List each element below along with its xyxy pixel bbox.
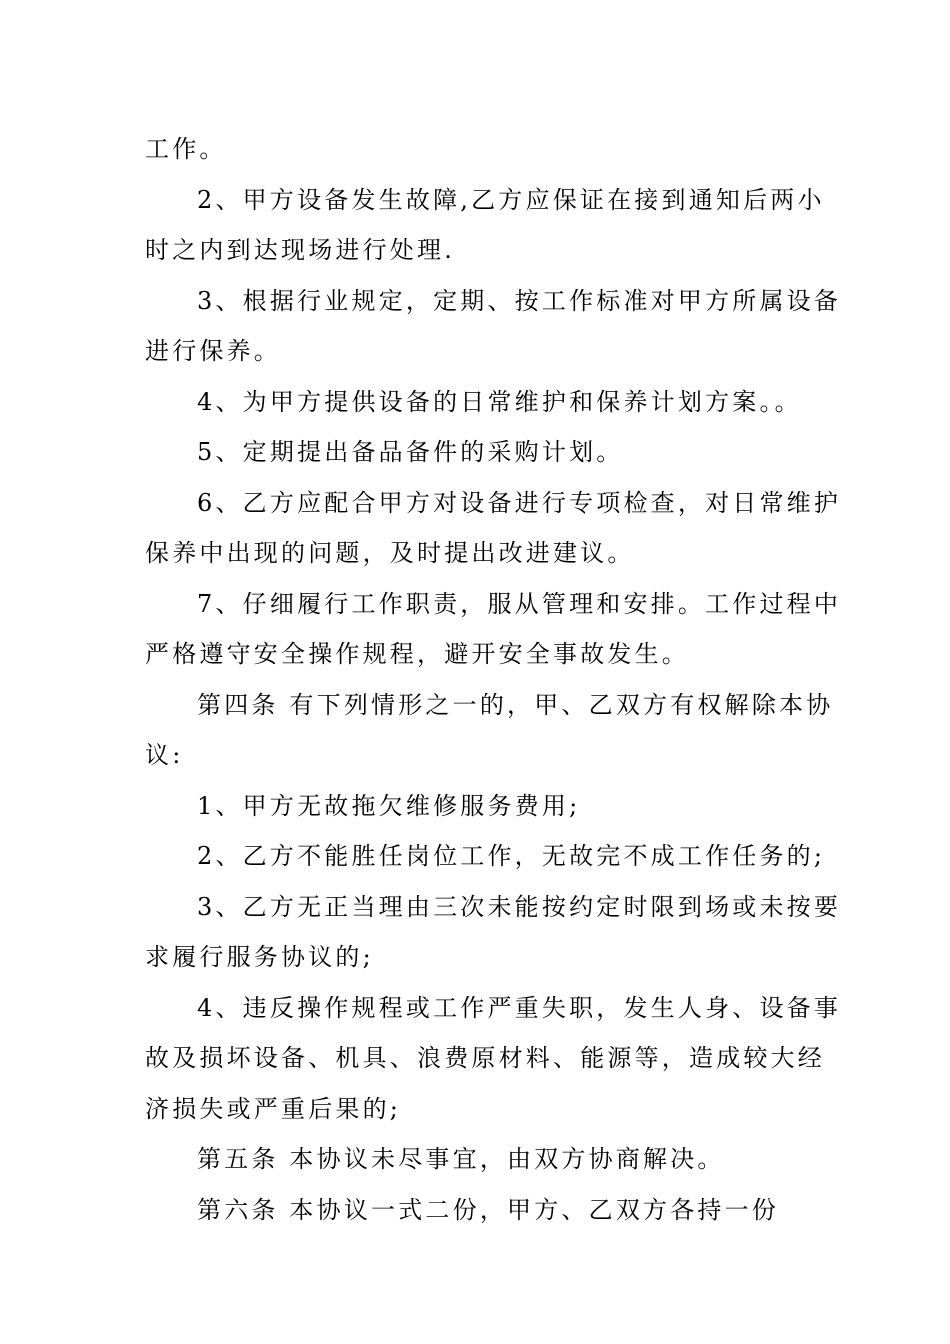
text-line-continuation: 求履行服务协议的; — [145, 943, 374, 971]
text-line-continuation: 工作。 — [145, 135, 227, 163]
termination-item-2: 2、乙方不能胜任岗位工作，无故完不成工作任务的; — [197, 842, 826, 870]
clause-item-2: 2、甲方设备发生故障,乙方应保证在接到通知后两小 — [197, 185, 825, 214]
article-6: 第六条 本协议一式二份，甲方、乙双方各持一份 — [197, 1195, 780, 1224]
clause-item-3: 3、根据行业规定，定期、按工作标准对甲方所属设备 — [197, 286, 842, 315]
termination-item-4: 4、违反操作规程或工作严重失职，发生人身、设备事 — [197, 993, 842, 1022]
document-body — [145, 124, 842, 1235]
text-line-continuation: 时之内到达现场进行处理. — [145, 236, 456, 264]
clause-item-7: 7、仔细履行工作职责，服从管理和安排。工作过程中 — [197, 589, 842, 618]
termination-item-3: 3、乙方无正当理由三次未能按约定时限到场或未按要 — [197, 892, 842, 921]
clause-item-6: 6、乙方应配合甲方对设备进行专项检查，对日常维护 — [197, 488, 842, 517]
text-line-continuation: 议: — [145, 741, 184, 769]
article-4-heading: 第四条 有下列情形之一的，甲、乙双方有权解除本协 — [197, 690, 834, 719]
text-line-continuation: 进行保养。 — [145, 337, 281, 365]
article-5: 第五条 本协议未尽事宜，由双方协商解决。 — [197, 1145, 725, 1173]
text-line-continuation: 济损失或严重后果的; — [145, 1094, 402, 1123]
text-line-continuation: 严格遵守安全操作规程，避开安全事故发生。 — [145, 640, 689, 668]
text-line-continuation: 故及损坏设备、机具、浪费原材料、能源等，造成较大经 — [145, 1044, 825, 1072]
text-line-continuation: 保养中出现的问题，及时提出改进建议。 — [145, 539, 635, 567]
clause-item-5: 5、定期提出备品备件的采购计划。 — [197, 438, 624, 466]
clause-item-4: 4、为甲方提供设备的日常维护和保养计划方案。。 — [197, 387, 802, 416]
termination-item-1: 1、甲方无故拖欠维修服务费用; — [197, 791, 581, 820]
